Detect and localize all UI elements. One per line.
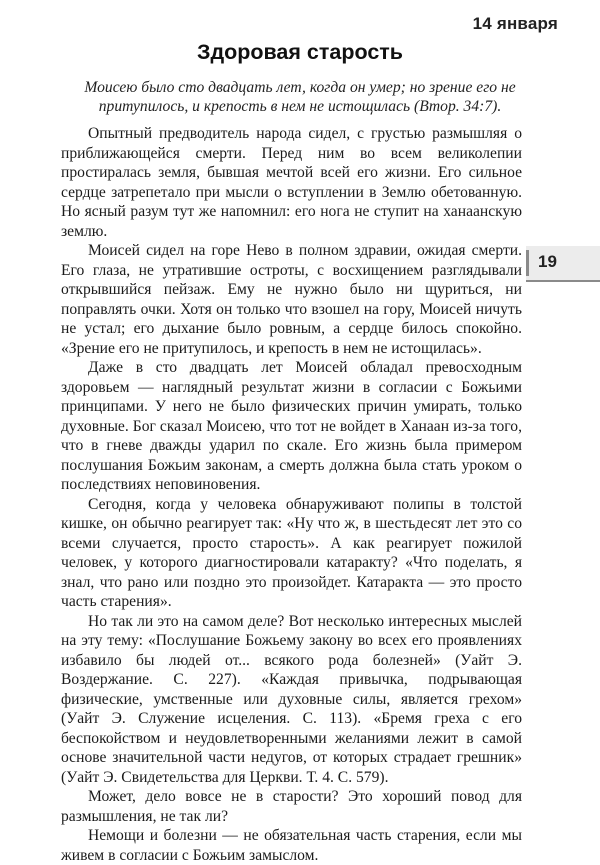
paragraph: Сегодня, когда у человека обнаруживают полипы в толстой кишке, он обычно реагирует так: «Ну что ж, в шестьдесят лет это со всеми случается, просто старость». А как реагирует пожилой человек, у которого диагностировали катаракту? «Что поделать, я знал, что рано или поздно это произойдет. Катаракта — это просто часть старения».	[61, 495, 522, 610]
page-tab-marker	[526, 250, 529, 276]
page-title: Здоровая старость	[196, 40, 404, 64]
paragraph: Опытный предводитель народа сидел, с грустью размышляя о приближающейся смерти. Перед ним во всем великолепии простиралась земля, бывшая мечтой всей его жизни. Его сильное сердце затрепетало при мысли о вступлении в Землю обетованную. Но ясный разум тут же напомнил: его нога не ступит на ханаанскую землю.	[61, 125, 522, 240]
epigraph: Моисею было сто двадцать лет, когда он умер; но зрение его не притупилось, и крепость в нем не истощилась (Втор. 34:7).	[84, 79, 516, 115]
paragraph: Но так ли это на самом деле? Вот несколько интересных мыслей на эту тему: «Послушание Божьему закону во всех его проявлениях избавило бы людей от... всякого рода болезней» (Уайт Э. Воздержание. С. 227). «Каждая привычка, подрывающая физические, умственные или духовные силы, является грехом» (Уайт Э. Служение исцеления. С. 113). «Бремя греха с его беспокойством и неудовлетворенными желаниями лежит в самой основе значительной части недугов, от которых страдает грешник» (Уайт Э. Свидетельства для Церкви. Т. 4. С. 579).	[61, 612, 522, 786]
page-number-tab	[526, 246, 600, 282]
page-number: 19	[538, 252, 557, 271]
paragraph: Может, дело вовсе не в старости? Это хороший повод для размышления, не так ли?	[61, 788, 522, 825]
article-body	[61, 124, 522, 865]
paragraph: Моисей сидел на горе Нево в полном здравии, ожидая смерти. Его глаза, не утратившие остроты, с восхищением разглядывали открывшийся пейзаж. Ему не нужно было ни щуриться, ни поправлять очки. Хотя он только что взошел на гору, Моисей ничуть не устал; его дыхание было ровным, а сердце билось спокойно. «Зрение его не притупилось, и крепость в нем не истощилась».	[61, 242, 522, 357]
paragraph: Немощи и болезни — не обязательная часть старения, если мы живем в согласии с Божьим замыслом.	[61, 827, 522, 864]
paragraph: Даже в сто двадцать лет Моисей обладал превосходным здоровьем — наглядный результат жизни в согласии с Божьими принципами. У него не было физических причин умирать, только духовные. Бог сказал Моисею, что тот не войдет в Ханаан из-за того, что в гневе дважды ударил по скале. Его жизнь была примером послушания Божьим законам, а смерть должна была стать уроком о последствиях неповиновения.	[61, 359, 522, 493]
page-date: 14 января	[472, 14, 558, 33]
